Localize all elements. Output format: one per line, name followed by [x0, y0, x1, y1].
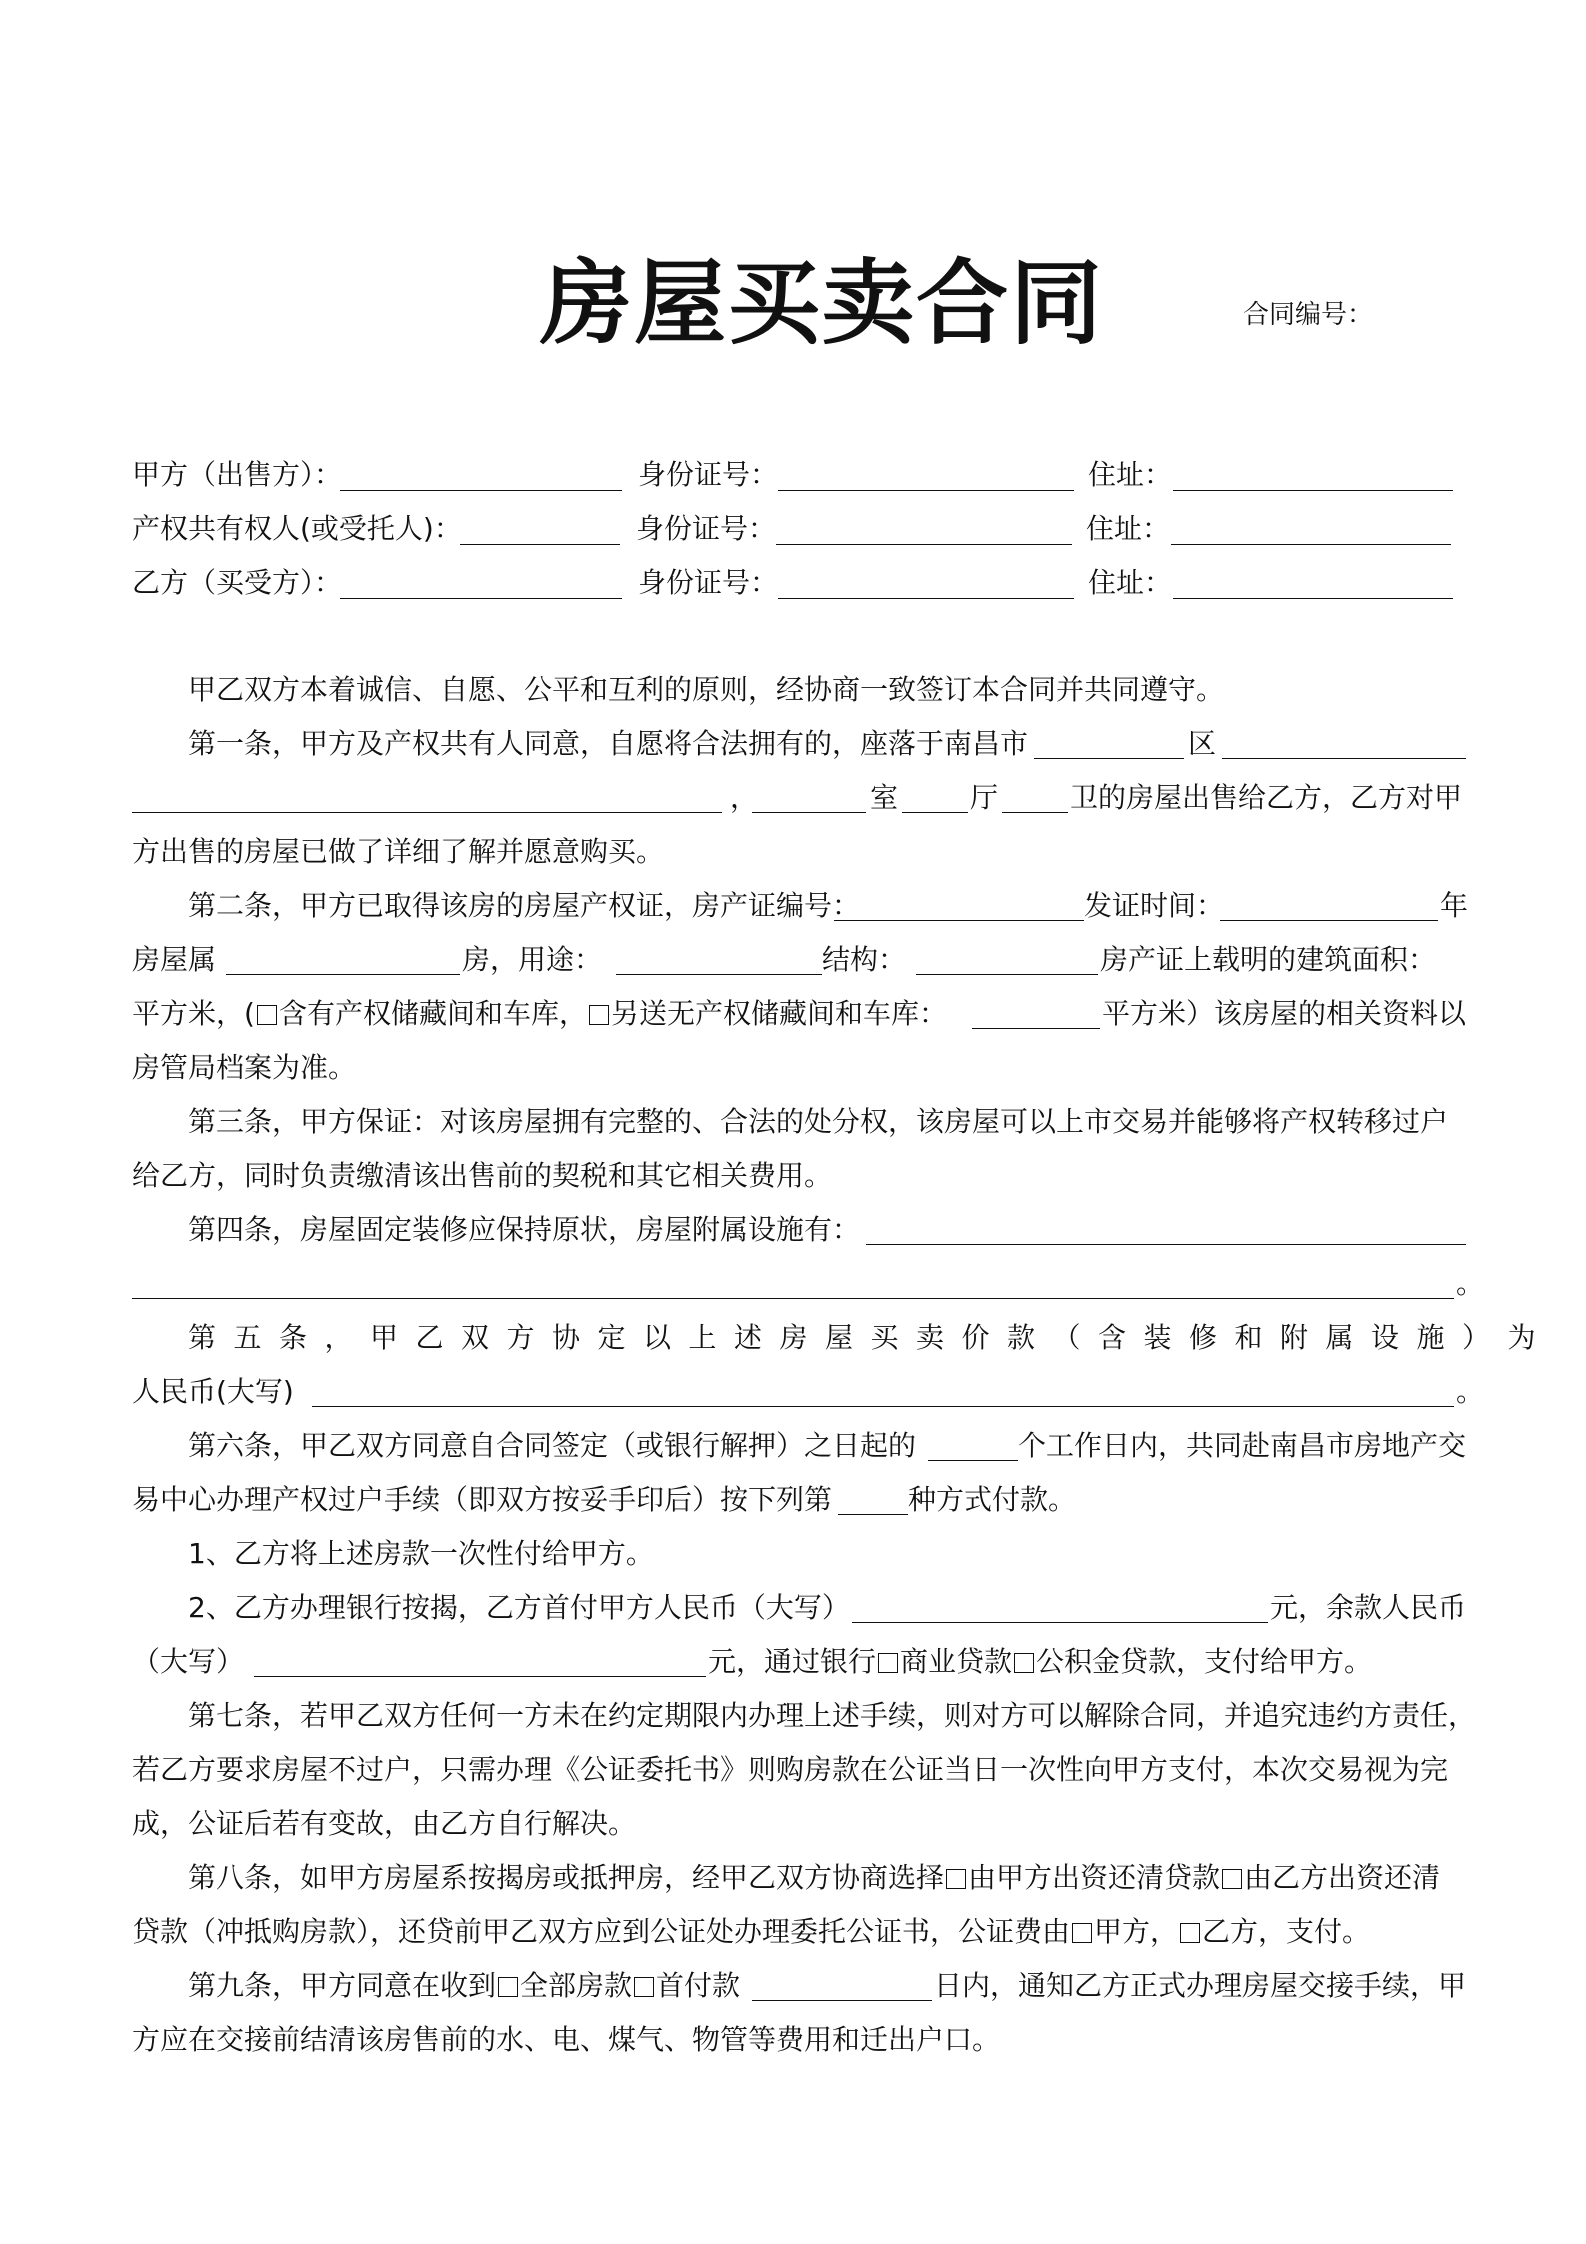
- down-payment-label: 首付款: [656, 1969, 741, 2002]
- checkbox-full-payment[interactable]: [498, 1977, 518, 1997]
- storage-area-field[interactable]: [972, 1028, 1100, 1029]
- district-field[interactable]: [1034, 758, 1184, 759]
- balance-field[interactable]: [254, 1676, 706, 1677]
- halls-field[interactable]: [902, 812, 968, 813]
- article-1-text-3: 方出售的房屋已做了详细了解并愿意购买。: [132, 835, 665, 868]
- baths-field[interactable]: [1002, 812, 1068, 813]
- coowner-id-field[interactable]: [776, 544, 1072, 545]
- article-1-text: 第一条，甲方及产权共有人同意，自愿将合法拥有的，座落于南昌市: [188, 727, 1029, 760]
- article-8-line-1: [188, 1856, 1440, 1896]
- structure-label: 结构：: [822, 943, 907, 976]
- capital-label: （大写）: [132, 1645, 245, 1678]
- checkbox-commercial-loan[interactable]: [878, 1653, 898, 1673]
- article-6-text: 第六条，甲乙双方同意自合同签定（或银行解押）之日起的: [188, 1429, 917, 1462]
- structure-field[interactable]: [916, 974, 1098, 975]
- handover-days-field[interactable]: [752, 2000, 932, 2001]
- article-6-text-3: 易中心办理产权过户手续（即双方按妥手印后）按下列第: [132, 1483, 833, 1516]
- checkbox-storage-owned[interactable]: [257, 1005, 277, 1025]
- buyer-addr-field[interactable]: [1173, 598, 1453, 599]
- article-4-text: 第四条，房屋固定装修应保持原状，房屋附属设施有：: [188, 1213, 861, 1246]
- coowner-id-label: 身份证号：: [636, 512, 777, 545]
- article-3-line-1: 第三条，甲方保证：对该房屋拥有完整的、合法的处分权，该房屋可以上市交易并能够将产权转移过户: [188, 1105, 1449, 1138]
- coowner-addr-label: 住址：: [1086, 512, 1171, 545]
- price-field[interactable]: [312, 1406, 1454, 1407]
- article-3-line-2: 给乙方，同时负责缴清该出售前的契税和其它相关费用。: [132, 1159, 833, 1192]
- seller-id-field[interactable]: [778, 490, 1074, 491]
- issue-date-label: 发证时间：: [1084, 889, 1225, 922]
- article-6-text-4: 种方式付款。: [908, 1483, 1077, 1516]
- area-unit-label: 平方米，(: [132, 997, 255, 1030]
- comma: ，: [730, 781, 759, 814]
- checkbox-seller-pays[interactable]: [946, 1869, 966, 1889]
- commercial-loan-label: 商业贷款: [900, 1645, 1013, 1678]
- facilities-field-2[interactable]: [132, 1298, 1454, 1299]
- coowner-name-field[interactable]: [460, 544, 620, 545]
- article-4-end: 。: [1456, 1267, 1485, 1300]
- article-9-line-2: 方应在交接前结清该房售前的水、电、煤气、物管等费用和迁出户口。: [132, 2023, 1001, 2056]
- fee-buyer-label: 乙方，支付。: [1202, 1915, 1371, 1948]
- cert-number-field[interactable]: [834, 920, 1084, 921]
- balance-label: 元，余款人民币: [1270, 1591, 1467, 1624]
- coowner-label: 产权共有权人(或受托人)：: [132, 512, 462, 545]
- buyer-addr-label: 住址：: [1088, 566, 1173, 599]
- article-9-line-1: [188, 1964, 740, 2004]
- district-label: 区: [1188, 727, 1217, 760]
- seller-pays-label: 由甲方出资还清贷款: [968, 1861, 1221, 1894]
- checkbox-fee-seller[interactable]: [1072, 1923, 1092, 1943]
- area-label: 房产证上载明的建筑面积：: [1100, 943, 1437, 976]
- price-label: 人民币(大写): [132, 1375, 294, 1408]
- buyer-label: 乙方（买受方）：: [132, 566, 343, 599]
- page-title: 房屋买卖合同: [540, 250, 1105, 357]
- checkbox-fee-buyer[interactable]: [1180, 1923, 1200, 1943]
- article-9-text: 第九条，甲方同意在收到: [188, 1969, 497, 2002]
- article-1-text-2: 卫的房屋出售给乙方，乙方对甲: [1070, 781, 1463, 814]
- working-days-field[interactable]: [928, 1460, 1018, 1461]
- intro-paragraph: 甲乙双方本着诚信、自愿、公平和互利的原则，经协商一致签订本合同并共同遵守。: [188, 673, 1225, 706]
- house-type-label: 房屋属: [132, 943, 217, 976]
- buyer-id-field[interactable]: [778, 598, 1074, 599]
- year-label: 年: [1440, 889, 1469, 922]
- buyer-id-label: 身份证号：: [638, 566, 779, 599]
- article-7-line-3: 成，公证后若有变故，由乙方自行解决。: [132, 1807, 637, 1840]
- article-2-text: 第二条，甲方已取得该房的房屋产权证，房产证编号：: [188, 889, 861, 922]
- seller-name-field[interactable]: [340, 490, 622, 491]
- storage-free-label: 另送无产权储藏间和车库：: [610, 997, 947, 1030]
- checkbox-down-payment[interactable]: [634, 1977, 654, 1997]
- full-payment-label: 全部房款: [520, 1969, 633, 2002]
- article-7-line-2: 若乙方要求房屋不过户，只需办理《公证委托书》则购房款在公证当日一次性向甲方支付，本次交易视为完: [132, 1753, 1449, 1786]
- article-2-text-2: 平方米）该房屋的相关资料以: [1102, 997, 1467, 1030]
- usage-field[interactable]: [616, 974, 822, 975]
- article-8-text-2: 贷款（冲抵购房款），还贷前甲乙双方应到公证处办理委托公证书，公证费由: [132, 1915, 1071, 1948]
- coowner-addr-field[interactable]: [1171, 544, 1451, 545]
- seller-addr-label: 住址：: [1088, 458, 1173, 491]
- article-8-line-2: [132, 1910, 1370, 1950]
- payment-option-1: 1、乙方将上述房款一次性付给甲方。: [188, 1537, 654, 1570]
- payment-option-2: 2、乙方办理银行按揭，乙方首付甲方人民币（大写）: [188, 1591, 850, 1624]
- hall-label: 厅: [970, 781, 999, 814]
- article-2-text-3: 房管局档案为准。: [132, 1051, 357, 1084]
- seller-addr-field[interactable]: [1173, 490, 1453, 491]
- issue-year-field[interactable]: [1220, 920, 1438, 921]
- usage-label: 房，用途：: [462, 943, 603, 976]
- buyer-pays-label: 由乙方出资还清: [1244, 1861, 1441, 1894]
- bank-label: 元，通过银行: [708, 1645, 877, 1678]
- checkbox-provident-loan[interactable]: [1014, 1653, 1034, 1673]
- checkbox-buyer-pays[interactable]: [1222, 1869, 1242, 1889]
- seller-label: 甲方（出售方）：: [132, 458, 343, 491]
- article-5-end: 。: [1456, 1375, 1485, 1408]
- article-5-line-1: 第五条，甲乙双方协定以上述房屋买卖价款（含装修和附属设施）为: [188, 1321, 1554, 1354]
- buyer-name-field[interactable]: [340, 598, 622, 599]
- facilities-field-1[interactable]: [866, 1244, 1466, 1245]
- address-field-1[interactable]: [1222, 758, 1466, 759]
- room-label: 室: [870, 781, 899, 814]
- loan-options: [708, 1640, 1372, 1680]
- house-type-field[interactable]: [226, 974, 460, 975]
- rooms-field[interactable]: [752, 812, 866, 813]
- article-7-line-1: 第七条，若甲乙双方任何一方未在约定期限内办理上述手续，则对方可以解除合同，并追究违约方责任，: [188, 1699, 1477, 1732]
- article-9-text-2: 日内，通知乙方正式办理房屋交接手续，甲: [934, 1969, 1467, 2002]
- fee-seller-label: 甲方，: [1094, 1915, 1179, 1948]
- seller-id-label: 身份证号：: [638, 458, 779, 491]
- article-6-text-2: 个工作日内，共同赴南昌市房地产交: [1018, 1429, 1467, 1462]
- address-field-2[interactable]: [132, 812, 722, 813]
- down-payment-field[interactable]: [852, 1622, 1268, 1623]
- provident-loan-label: 公积金贷款，支付给甲方。: [1036, 1645, 1373, 1678]
- storage-owned-label: 含有产权储藏间和车库，: [278, 997, 587, 1030]
- payment-method-field[interactable]: [838, 1514, 908, 1515]
- area-unit-text: [132, 992, 947, 1032]
- article-8-text: 第八条，如甲方房屋系按揭房或抵押房，经甲乙双方协商选择: [188, 1861, 945, 1894]
- contract-number-label: 合同编号：: [1243, 300, 1374, 330]
- checkbox-storage-free[interactable]: [589, 1005, 609, 1025]
